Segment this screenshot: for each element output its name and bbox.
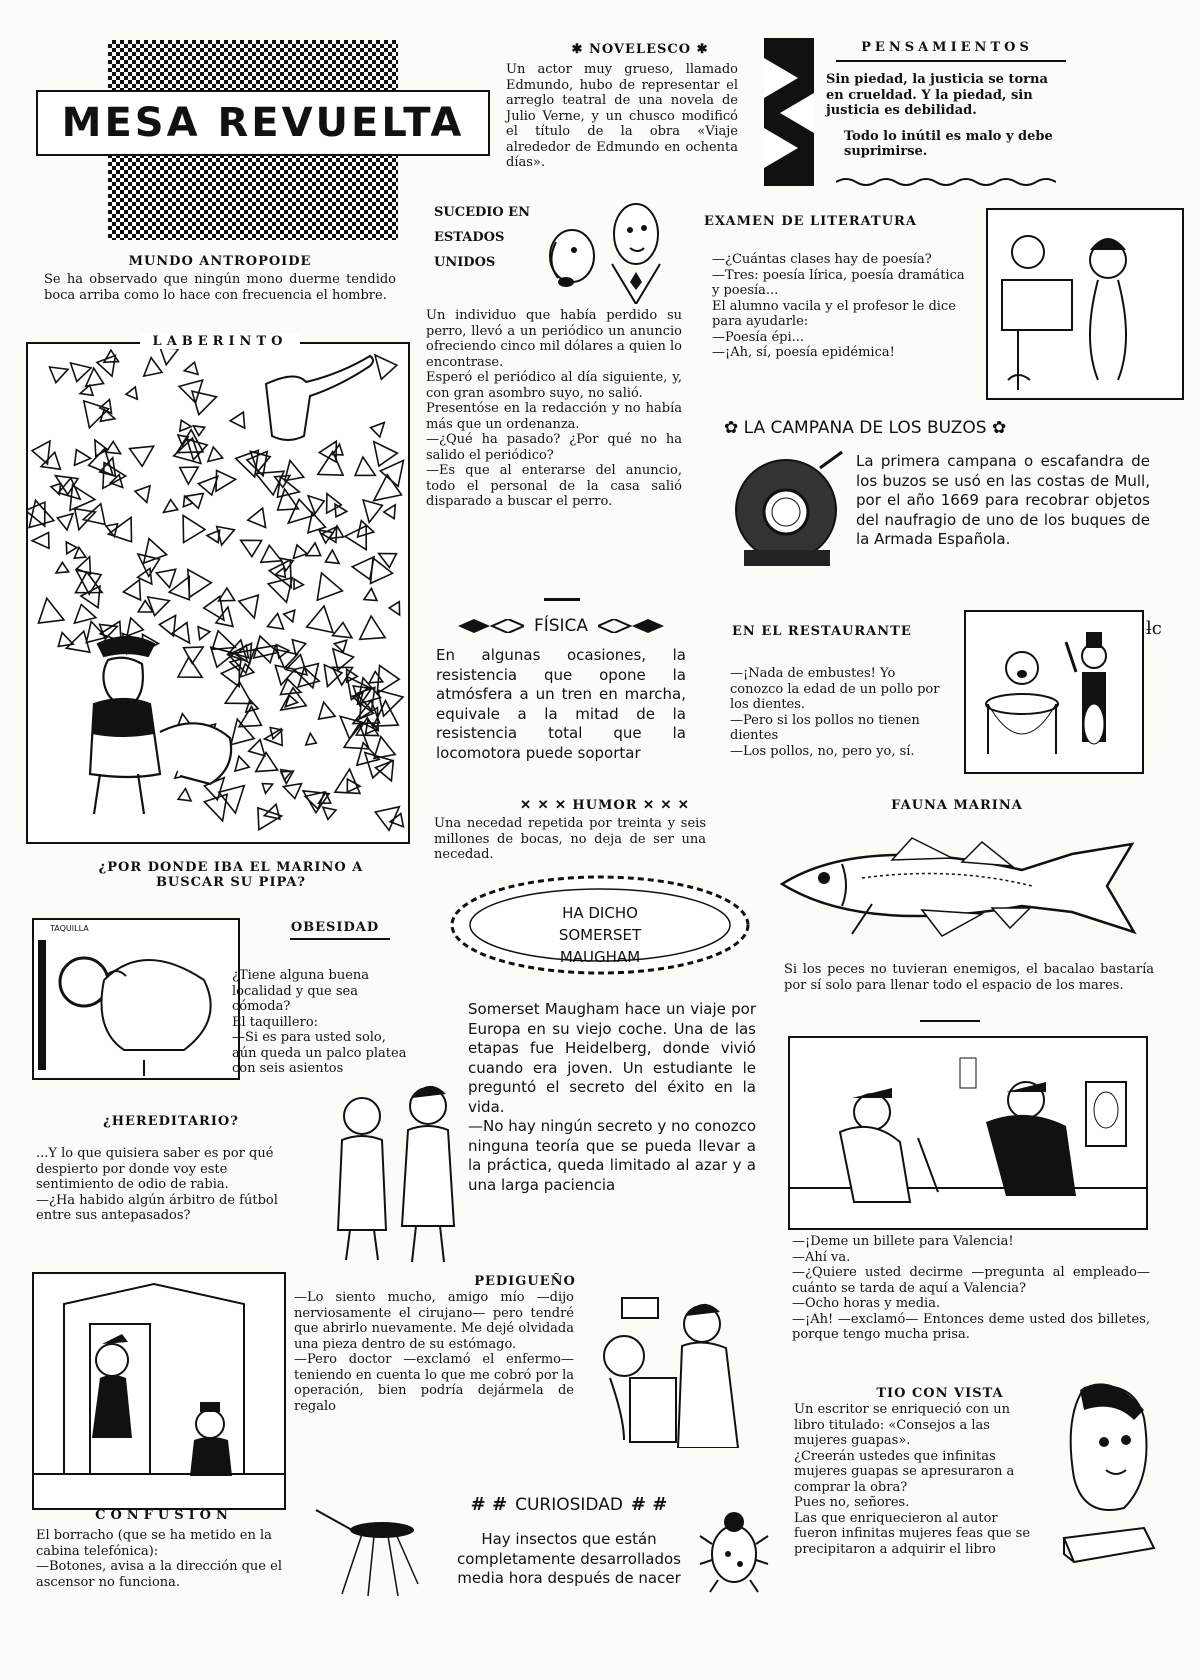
restaurante-mark: ƚc	[1146, 618, 1162, 639]
examen-body: —¿Cuántas clases hay de poesía? —Tres: poesía lírica, poesía dramática y poesía... El alumno vacila y el profesor le dice para ayudarle: —Poesía épi... —¡Ah, sí, poesía epidémica!	[712, 252, 965, 360]
obesidad-body: ¿Tiene alguna buena localidad y que sea cómoda? El taquillero: —Si es para usted solo, aún queda un palco platea con seis asientos	[232, 968, 407, 1076]
pensamiento-1: Sin piedad, la justicia se torna en crueldad. Y la piedad, sin justicia es debilidad.	[826, 72, 1048, 118]
obesidad-rule	[290, 938, 390, 940]
curiosidad-body: Hay insectos que están completamente desarrollados media hora después de nacer	[457, 1530, 681, 1587]
fauna-title: FAUNA MARINA	[891, 798, 1023, 813]
two-men-cartoon	[320, 1076, 470, 1276]
hash-ornament-icon: # #	[470, 1494, 508, 1515]
noveslesco-title-text: NOVELESCO	[588, 42, 692, 57]
campana-body: La primera campana o escafandra de los buzos se usó en las costas de Mull, por el año 1669 para recobrar objetos del naufragio de uno de los buques de la Armada Española.	[856, 452, 1150, 548]
examen-title: EXAMEN DE LITERATURA	[704, 214, 917, 229]
restaurante-cartoon	[964, 610, 1144, 774]
mosquito-illustration	[312, 1500, 424, 1600]
taquilla-sign: TAQUILLA	[50, 924, 89, 933]
billete-body: —¡Deme un billete para Valencia! —Ahí va. —¿Quiere usted decirme —pregunta al empleado— cuánto se tarda de aquí a Valencia? —Ocho horas y media. —¡Ah! —exclamó— Entonces deme usted dos billetes, porque tengo mucha prisa.	[792, 1234, 1150, 1342]
humor-body: Una necedad repetida por treinta y seis millones de bocas, no deja de ser una necedad.	[434, 816, 706, 862]
laberinto-box	[26, 342, 410, 844]
restaurante-title: EN EL RESTAURANTE	[732, 624, 912, 639]
restaurante-body: —¡Nada de embustes! Yo conozco la edad de un pollo por los dientes. —Pero si los pollos no tienen dientes —Los pollos, no, pero yo, sí.	[730, 666, 940, 759]
hereditario-title: ¿HEREDITARIO?	[103, 1114, 239, 1129]
asterisk-icon: ✱	[691, 42, 709, 57]
sucedio-title: SUCEDIO EN ESTADOS UNIDOS	[434, 205, 530, 270]
surgeon-cartoon	[590, 1278, 760, 1448]
wavy-divider	[836, 176, 1056, 188]
taquilla-cartoon	[32, 918, 240, 1080]
masthead	[36, 90, 490, 156]
cross-ornament-icon: ✕ ✕ ✕	[520, 798, 573, 813]
fisica-body: En algunas ocasiones, la resistencia que opone la atmósfera a un tren en marcha, equivale a la mitad de la resistencia total que la locomotora puede soportar	[436, 646, 686, 762]
confusion-body: El borracho (que se ha metido en la cabina telefónica): —Botones, avisa a la dirección que el ascensor no funciona.	[36, 1528, 282, 1590]
hash-ornament-icon: # #	[630, 1494, 668, 1515]
noveslesco-body: Un actor muy grueso, llamado Edmundo, hubo de representar el arreglo teatral de una novela de Julio Verne, y un chusco modificó el título de la obra «Viaje alrededor de Edmundo en ochenta días».	[506, 62, 738, 170]
noveslesco-title	[540, 42, 740, 57]
pensamiento-2: Todo lo inútil es malo y debe suprimirse.	[844, 128, 1053, 159]
sucedio-body: Un individuo que había perdido su perro, llevó a un periódico un anuncio ofreciendo cinco mil dólares a quien lo encontrase. Esperó el periódico al día siguiente, y, con gran asombro suyo, no salió. Presentóse en la redacción y no había más que un ordenanza. —¿Qué ha pasado? ¿Por qué no ha salido el periódico? —Es que al enterarse del anuncio, todo el personal de la casa salió disparado a buscar el perro.	[426, 308, 682, 509]
obesidad-title: OBESIDAD	[290, 920, 380, 935]
maugham-body: Somerset Maugham hace un viaje por Europa en su viejo coche. Una de las etapas fue Heidelberg, donde vivió cuando era joven. Un estudiante le preguntó el secreto del éxito en la vida. —No hay ningún secreto y no conozco ninguna teoría que se pueda llevar a la práctica, queda limitado al azar y a una larga paciencia	[468, 1000, 756, 1194]
pedigueno-body: —Lo siento mucho, amigo mío —dijo nerviosamente el cirujano— pero tendré que abrirlo nuevamente. Me dejé olvidada una pieza dentro de su estómago. —Pero doctor —exclamó el enfermo— teniendo en cuenta lo que me cobró por la operación, bien podría dejármela de regalo	[294, 1290, 574, 1414]
campana-title-text: LA CAMPANA DE LOS BUZOS	[743, 418, 987, 438]
flower-icon: ✿	[986, 418, 1007, 438]
examen-cartoon	[986, 208, 1184, 400]
pensamientos-banner	[758, 38, 820, 186]
mundo-body: Se ha observado que ningún mono duerme tendido boca arriba como lo hace con frecuencia el hombre.	[44, 272, 396, 303]
maugham-banner-text: HA DICHO SOMERSET MAUGHAM	[558, 904, 642, 966]
pedigueno-title: PEDIGUEÑO	[474, 1274, 576, 1289]
masthead-title: MESA REVUELTA	[61, 100, 465, 146]
curiosidad-title: CURIOSIDAD	[515, 1494, 623, 1515]
phone-booth-cartoon	[32, 1272, 286, 1510]
masthead-pattern-top	[108, 40, 398, 92]
ticket-cartoon	[788, 1036, 1148, 1230]
beetle-illustration	[698, 1504, 770, 1594]
curiosidad-heading	[452, 1494, 686, 1515]
fisica-title: FÍSICA	[533, 616, 589, 636]
fish-illustration	[772, 824, 1142, 954]
diving-helmet-illustration	[724, 448, 852, 572]
flower-icon: ✿	[724, 418, 744, 438]
diamond-ornament-icon	[458, 619, 524, 633]
dog-man-cartoon	[544, 192, 676, 304]
fauna-body: Si los peces no tuvieran enemigos, el bacalao bastaría por sí solo para llenar todo el espacio de los mares.	[784, 962, 1154, 993]
fisica-rule	[544, 598, 580, 601]
writer-cartoon	[1044, 1378, 1162, 1574]
tio-title: TIO CON VISTA	[876, 1386, 1004, 1401]
laberinto-caption: ¿POR DONDE IBA EL MARINO A BUSCAR SU PIPA?	[98, 860, 364, 890]
pensamientos-title: PENSAMIENTOS	[861, 40, 1033, 55]
campana-title	[724, 418, 1074, 438]
masthead-pattern-bottom	[108, 150, 398, 240]
cross-ornament-icon: ✕ ✕ ✕	[637, 798, 690, 813]
fisica-heading	[444, 614, 678, 638]
diamond-ornament-icon	[598, 619, 664, 633]
maze-illustration	[28, 344, 408, 842]
billete-rule	[920, 1020, 980, 1022]
mundo-title: MUNDO ANTROPOIDE	[128, 254, 312, 269]
maugham-banner	[446, 872, 754, 978]
asterisk-icon: ✱	[571, 42, 589, 57]
humor-heading	[482, 798, 728, 813]
humor-title: HUMOR	[572, 798, 638, 813]
confusion-title: CONFUSION	[95, 1508, 233, 1523]
laberinto-title: LABERINTO	[140, 334, 300, 349]
pensamientos-list	[826, 72, 1070, 160]
hereditario-body: ...Y lo que quisiera saber es por qué despierto por donde voy este sentimiento de odio de rabia. —¿Ha habido algún árbitro de fútbol entre sus antepasados?	[36, 1146, 278, 1223]
pensamientos-rule	[836, 60, 1066, 62]
tio-body: Un escritor se enriqueció con un libro titulado: «Consejos a las mujeres guapas». ¿Creerán ustedes que infinitas mujeres guapas se apresuraron a comprar la obra? Pues no, señores. Las que enriquecieron al autor fueron infinitas mujeres feas que se precipitaron a adquirir el libro	[794, 1402, 1031, 1557]
